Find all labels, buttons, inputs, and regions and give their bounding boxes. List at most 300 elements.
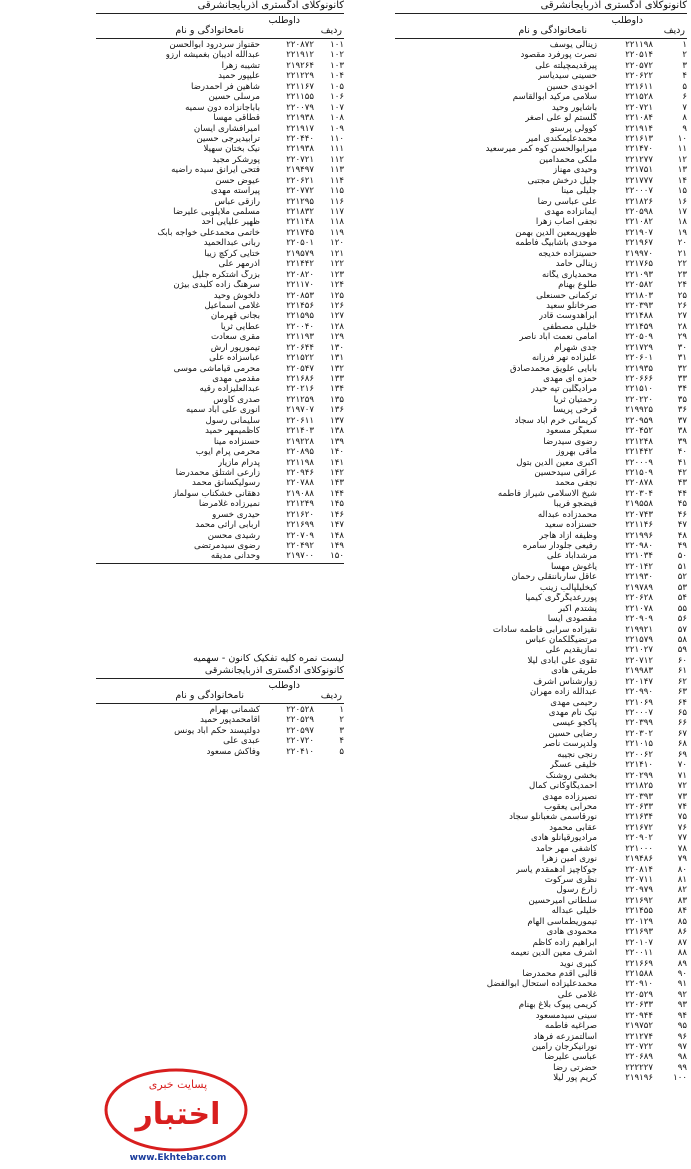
candidate-code: ۲۲۱۴۸۸ — [625, 311, 653, 322]
candidate-name: خلیقی عسگر — [549, 760, 597, 771]
col-radif: ردیف — [320, 690, 342, 701]
table-row — [96, 405, 344, 415]
table-row — [96, 531, 344, 541]
row-number: ۵۹ — [677, 645, 687, 656]
table-row — [395, 478, 687, 488]
org-header: کانونوکلای ادگستری اذربایجانشرقی — [197, 0, 344, 11]
candidate-name: بجانی قهرمان — [210, 311, 260, 322]
candidate-code: ۲۲۱۷۷۷ — [625, 175, 653, 186]
candidate-name: ربانی عبدالحمید — [203, 238, 260, 249]
table-row — [395, 155, 687, 165]
table-row — [395, 144, 687, 154]
candidate-name: محرمی قیاماشی موسی — [173, 363, 260, 374]
candidate-name: پشتدم اکبر — [557, 603, 597, 614]
candidate-code: ۲۲۱۴۰۳ — [286, 426, 314, 437]
candidate-name: رضایی حسین — [548, 728, 597, 739]
table-row — [96, 395, 344, 405]
candidate-name: رنجی نجیبه — [557, 749, 597, 760]
col-radif: ردیف — [663, 25, 685, 36]
table-row — [395, 833, 687, 843]
candidate-code: ۲۲۱۵۱۰ — [625, 384, 653, 395]
table-row — [395, 583, 687, 593]
table-row — [395, 207, 687, 217]
candidate-name: حسینزاده خدیجه — [538, 248, 597, 259]
row-number: ۶۳ — [677, 687, 687, 698]
row-number: ۱۳ — [677, 165, 687, 176]
candidate-name: تیمورپور ارش — [210, 342, 260, 353]
row-number: ۴۰ — [677, 447, 687, 458]
candidate-code: ۲۲۰۴۱۰ — [286, 746, 314, 757]
candidate-code: ۲۲۱۱۴۸ — [286, 217, 314, 228]
row-number: ۱۳۸ — [330, 426, 344, 437]
candidate-code: ۲۲۰۳۰۲ — [625, 728, 653, 739]
table-row — [395, 1021, 687, 1031]
row-number: ۴۸ — [677, 530, 687, 541]
table-row — [96, 322, 344, 332]
row-number: ۱۵ — [677, 186, 687, 197]
candidate-code: ۲۲۱۶۳۴ — [625, 812, 653, 823]
row-number: ۵۴ — [677, 593, 687, 604]
candidate-code: ۲۲۰۵۷۲ — [625, 60, 653, 71]
candidate-name: ماقی بهروز — [556, 447, 597, 458]
candidate-code: ۲۲۱۱۷۰ — [286, 280, 314, 291]
table-body — [96, 705, 344, 757]
table-row — [96, 228, 344, 238]
row-number: ۷۱ — [677, 770, 687, 781]
candidate-code: ۲۲۱۲۹۵ — [286, 196, 314, 207]
table-row — [96, 207, 344, 217]
candidate-code: ۲۱۹۲۲۸ — [286, 436, 314, 447]
candidate-name: سینی سیدمسعود — [535, 1010, 597, 1021]
row-number: ۴۳ — [677, 478, 687, 489]
row-number: ۳۴ — [677, 384, 687, 395]
candidate-code: ۲۲۱۱۹۸ — [286, 457, 314, 468]
candidate-code: ۲۱۹۷۰۷ — [286, 405, 314, 416]
candidate-code: ۲۲۱۹۳۸ — [286, 144, 314, 155]
table-row — [96, 715, 344, 725]
candidate-name: کریمانی خرم اباد سجاد — [514, 415, 597, 426]
row-number: ۱۲۶ — [330, 300, 344, 311]
candidate-code: ۲۲۱۶۹۳ — [625, 927, 653, 938]
candidate-code: ۲۱۹۹۸۳ — [625, 666, 653, 677]
candidate-code: ۲۲۰۵۲۹ — [625, 989, 653, 1000]
candidate-name: نصیرزاده مهدی — [542, 791, 597, 802]
candidate-code: ۲۲۱۷۶۵ — [625, 259, 653, 270]
row-number: ۹۱ — [677, 979, 687, 990]
candidate-code: ۲۲۱۸۲۶ — [625, 196, 653, 207]
row-number: ۱۱۴ — [330, 175, 344, 186]
candidate-code: ۲۲۰۴۹۲ — [286, 541, 314, 551]
row-number: ۱۳۵ — [330, 394, 344, 405]
candidate-name: تقوی علی ابادی لیلا — [527, 655, 597, 666]
row-number: ۱۳۱ — [330, 353, 344, 364]
row-number: ۱۲۸ — [330, 321, 344, 332]
row-number: ۱۲ — [677, 154, 687, 165]
candidate-code: ۲۲۱۴۵۶ — [286, 300, 314, 311]
row-number: ۸۸ — [677, 948, 687, 959]
candidate-name: طلوع بهنام — [558, 280, 597, 291]
table-row — [96, 374, 344, 384]
candidate-code: ۲۲۰۰۰۷ — [625, 708, 653, 718]
candidate-name: نظری سرکوت — [544, 875, 597, 885]
candidate-name: رضوی سیدمرتضی — [193, 541, 260, 551]
candidate-name: غلامی علی — [557, 989, 597, 1000]
candidate-code: ۲۲۱۵۲۸ — [625, 92, 653, 103]
candidate-name: رازقی عباس — [214, 196, 260, 207]
candidate-code: ۲۲۱۸۳۲ — [286, 207, 314, 217]
row-number: ۵۲ — [677, 572, 687, 583]
table-row — [96, 541, 344, 551]
row-number: ۶۵ — [677, 708, 687, 718]
row-number: ۸۲ — [677, 885, 687, 896]
candidate-code: ۲۲۱۹۱۴ — [625, 123, 653, 134]
candidate-name: ختایی کرکچ زیبا — [204, 248, 260, 259]
row-number: ۱۱۳ — [330, 165, 344, 176]
candidate-code: ۲۲۰۱۴۷ — [625, 676, 653, 687]
table-row — [395, 948, 687, 958]
table-row — [395, 614, 687, 624]
table-row — [96, 134, 344, 144]
row-number: ۱۴۱ — [330, 457, 344, 468]
candidate-name: کاظمیمهر حمید — [205, 426, 260, 437]
table-row — [395, 541, 687, 551]
table-row — [395, 113, 687, 123]
candidate-code: ۲۲۰۹۱۰ — [625, 979, 653, 990]
table-body — [96, 40, 344, 562]
candidate-code: ۲۲۱۹۳۵ — [625, 363, 653, 374]
candidate-code: ۲۲۱۶۱۳ — [625, 133, 653, 144]
candidate-name: مرشداباد علی — [546, 551, 597, 562]
candidate-code: ۲۲۱۰۹۳ — [625, 269, 653, 280]
table-row — [96, 144, 344, 154]
candidate-name: بخشی روشنک — [545, 770, 597, 781]
candidate-name: نوری امین زهرا — [541, 854, 597, 865]
row-number: ۱۴۲ — [330, 467, 344, 478]
table-row — [96, 291, 344, 301]
row-number: ۱۲۴ — [330, 280, 344, 291]
table-row — [395, 698, 687, 708]
candidate-name: پورشکر مجید — [212, 154, 260, 165]
candidate-name: نیک بختان سهیلا — [203, 144, 260, 155]
table-row — [96, 71, 344, 81]
candidate-code: ۲۲۱۵۷۹ — [625, 634, 653, 645]
row-number: ۱۴۸ — [330, 530, 344, 541]
candidate-code: ۲۲۱۲۵۹ — [286, 394, 314, 405]
table-row — [395, 134, 687, 144]
candidate-name: حسنزاده سعید — [544, 520, 597, 531]
candidate-name: کوولی پرستو — [550, 123, 597, 134]
candidate-code: ۲۲۱۸۲۵ — [625, 781, 653, 792]
table-row — [96, 736, 344, 746]
candidate-code: ۲۲۰۶۳۳ — [625, 801, 653, 812]
candidate-code: ۲۱۹۱۹۶ — [625, 1073, 653, 1084]
table-row — [96, 747, 344, 757]
candidate-code: ۲۲۰۵۲۹ — [286, 715, 314, 726]
candidate-name: شیخ الاسلامی شیراز فاطمه — [497, 488, 597, 499]
row-number: ۹۳ — [677, 1000, 687, 1011]
candidate-name: کبیری نوید — [559, 958, 597, 969]
candidate-code: ۲۲۰۹۵۹ — [625, 415, 653, 426]
candidate-code: ۲۲۰۹۴۶ — [286, 467, 314, 478]
row-number: ۱ — [682, 40, 687, 50]
candidate-code: ۲۲۰۶۲۸ — [625, 593, 653, 604]
candidate-name: حقنواز سردرود ابوالحسن — [169, 40, 260, 50]
table-row — [395, 384, 687, 394]
row-number: ۱۲۳ — [330, 269, 344, 280]
candidate-code: ۲۲۰۷۱۱ — [625, 875, 653, 885]
candidate-name: سعیگر مسعود — [546, 426, 597, 437]
candidate-name: تشیبه زهرا — [221, 60, 260, 71]
candidate-code: ۲۲۱۰۳۴ — [625, 551, 653, 562]
row-number: ۲۴ — [677, 280, 687, 291]
row-number: ۲۲ — [677, 259, 687, 270]
candidate-name: محرابی یعقوب — [544, 801, 597, 812]
candidate-code: ۲۲۱۸۰۳ — [625, 290, 653, 301]
candidate-code: ۲۲۱۰۲۷ — [625, 645, 653, 656]
row-number: ۱۱۲ — [330, 154, 344, 165]
candidate-code: ۲۱۹۵۷۹ — [286, 248, 314, 259]
row-number: ۱۲۹ — [330, 332, 344, 343]
candidate-code: ۲۲۰۰۰۹ — [625, 457, 653, 468]
row-number: ۱۳۳ — [330, 374, 344, 384]
candidate-code: ۲۲۰۹۸۰ — [625, 541, 653, 551]
row-number: ۱۳۲ — [330, 363, 344, 374]
row-number: ۱۲۰ — [330, 238, 344, 249]
table-row — [96, 50, 344, 60]
candidate-name: اشرف معین الدین نعیمه — [510, 948, 597, 959]
candidate-name: زوارشناس اشرف — [533, 676, 597, 687]
candidate-code: ۲۲۰۳۰۴ — [625, 488, 653, 499]
row-number: ۷۵ — [677, 812, 687, 823]
candidate-name: باشایور وحید — [551, 102, 597, 113]
candidate-name: علیپور حمید — [218, 71, 260, 82]
row-number: ۵۷ — [677, 624, 687, 635]
candidate-name: محمدیاری یگانه — [541, 269, 597, 280]
row-number: ۶ — [682, 92, 687, 103]
row-number: ۴۲ — [677, 467, 687, 478]
candidate-name: زینالی حامد — [555, 259, 597, 270]
row-number: ۷۷ — [677, 833, 687, 844]
candidate-name: ایمانزاده مهدی — [544, 207, 597, 217]
candidate-name: علیزاده نهر فرزانه — [532, 353, 597, 364]
candidate-name: جلیلی مینا — [561, 186, 597, 197]
candidate-name: رحیمی مهدی — [550, 697, 597, 708]
candidate-name: نمازیقدیم علی — [545, 645, 597, 656]
col-name: نامخانوادگی و نام — [518, 25, 587, 36]
candidate-code: ۲۲۱۲۷۷ — [625, 154, 653, 165]
table-row — [395, 990, 687, 1000]
candidate-code: ۲۲۰۵۹۸ — [625, 207, 653, 217]
row-number: ۱۰۰ — [673, 1073, 687, 1084]
table-row — [96, 447, 344, 457]
candidate-code: ۲۱۹۷۸۹ — [625, 582, 653, 593]
table-row — [395, 625, 687, 635]
row-number: ۱۰۶ — [330, 92, 344, 103]
candidate-name: محمدعلیزاده استحال ابوالفضل — [486, 979, 597, 990]
table-row — [395, 1011, 687, 1021]
candidate-name: حسنزاده مینا — [213, 436, 260, 447]
row-number: ۱۱۰ — [330, 133, 344, 144]
row-number: ۲۰ — [677, 238, 687, 249]
candidate-code: ۲۲۱۶۲۰ — [286, 509, 314, 520]
table-row — [395, 520, 687, 530]
table-row — [96, 726, 344, 736]
candidate-name: بزرگ اشتکره جلیل — [192, 269, 260, 280]
candidate-name: غلامی اسماعیل — [204, 300, 260, 311]
candidate-name: کاشفی مهر حامد — [535, 843, 597, 854]
table-row — [395, 666, 687, 676]
candidate-name: جوکاچیز ادهمقدم یاسر — [515, 864, 597, 875]
table-row — [395, 823, 687, 833]
candidate-name: عبدالله زاده مهران — [529, 687, 597, 698]
candidate-code: ۲۲۱۲۴۹ — [286, 499, 314, 510]
table-row — [395, 1052, 687, 1062]
candidate-code: ۲۲۱۶۸۶ — [286, 374, 314, 384]
row-number: ۷۴ — [677, 801, 687, 812]
table-row — [395, 311, 687, 321]
row-number: ۱۴۶ — [330, 509, 344, 520]
candidate-code: ۲۲۰۹۰۹ — [625, 614, 653, 625]
candidate-code: ۲۲۱۱۵۵ — [286, 92, 314, 103]
row-number: ۷۶ — [677, 822, 687, 833]
row-number: ۸۵ — [677, 916, 687, 927]
candidate-name: عیوض حسن — [215, 175, 260, 186]
row-number: ۴۶ — [677, 509, 687, 520]
candidate-name: محمدعلیمکندی امیر — [526, 133, 597, 144]
candidate-code: ۲۲۱۷۴۵ — [286, 227, 314, 238]
table-row — [395, 645, 687, 655]
candidate-name: محمدزاده عبداله — [537, 509, 597, 520]
candidate-code: ۲۲۱۶۷۲ — [625, 822, 653, 833]
divider — [96, 38, 344, 39]
row-number: ۱۵۰ — [330, 551, 344, 562]
table-row — [395, 854, 687, 864]
row-number: ۸۹ — [677, 958, 687, 969]
candidate-name: فتحی ایرانق سیده راضیه — [171, 165, 260, 176]
table-row — [395, 332, 687, 342]
candidate-name: کریم پور لیلا — [553, 1073, 597, 1084]
row-number: ۳۸ — [677, 426, 687, 437]
candidate-code: ۲۲۱۹۹۶ — [625, 530, 653, 541]
candidate-code: ۲۲۱۷۲۹ — [625, 342, 653, 353]
row-number: ۱۰۵ — [330, 81, 344, 92]
table-row — [395, 103, 687, 113]
candidate-code: ۲۲۱۰۸۲ — [625, 217, 653, 228]
row-number: ۸۰ — [677, 864, 687, 875]
table-row — [395, 374, 687, 384]
row-number: ۶۶ — [677, 718, 687, 729]
candidate-code: ۲۲۱۹۱۷ — [286, 123, 314, 134]
row-number: ۵۳ — [677, 582, 687, 593]
table-row — [395, 1073, 687, 1083]
candidate-name: جلیل درخش مجتبی — [527, 175, 597, 186]
table-row — [96, 217, 344, 227]
row-number: ۲۵ — [677, 290, 687, 301]
table-row — [395, 124, 687, 134]
row-number: ۱۴۳ — [330, 478, 344, 489]
row-number: ۱۹ — [677, 227, 687, 238]
divider — [96, 678, 344, 679]
candidate-name: نقیزاده سرابی فاطمه سادات — [492, 624, 597, 635]
row-number: ۱۷ — [677, 207, 687, 217]
table-row — [96, 520, 344, 530]
candidate-name: صراغیه فاطمه — [545, 1021, 597, 1032]
col-davtalab: داوطلب — [268, 15, 300, 26]
candidate-name: پاکجو عیسی — [552, 718, 597, 729]
row-number: ۷۳ — [677, 791, 687, 802]
table-row — [395, 938, 687, 948]
table-row — [395, 1063, 687, 1073]
table-row — [395, 186, 687, 196]
candidate-name: اذرمهر علی — [218, 259, 260, 270]
table-row — [395, 771, 687, 781]
site-logo-stamp — [102, 1064, 254, 1164]
row-number: ۲۳ — [677, 269, 687, 280]
candidate-name: کیخلیلپالب زینب — [539, 582, 597, 593]
candidate-name: رحمتیان ثریا — [553, 394, 597, 405]
row-number: ۹۷ — [677, 1042, 687, 1052]
row-number: ۶۲ — [677, 676, 687, 687]
candidate-name: کریمی پیوک بلاغ بهنام — [518, 1000, 597, 1011]
table-row — [96, 311, 344, 321]
candidate-code: ۲۲۱۵۹۵ — [286, 311, 314, 322]
row-number: ۱۱۵ — [330, 186, 344, 197]
candidate-code: ۲۲۱۶۹۹ — [286, 520, 314, 531]
table-row — [96, 186, 344, 196]
row-number: ۱۰۲ — [330, 50, 344, 61]
candidate-code: ۲۱۹۹۲۵ — [625, 405, 653, 416]
candidate-code: ۲۲۰۷۸۸ — [286, 478, 314, 489]
candidate-code: ۲۲۰۷۲۰ — [286, 736, 314, 747]
row-number: ۱۴ — [677, 175, 687, 186]
row-number: ۱۲۵ — [330, 290, 344, 301]
row-number: ۳۵ — [677, 394, 687, 405]
row-number: ۶۹ — [677, 749, 687, 760]
candidate-name: عطایی ثریا — [220, 321, 260, 332]
table-row — [395, 71, 687, 81]
candidate-name: نیک نام مهدی — [548, 708, 597, 718]
col-davtalab: داوطلب — [611, 15, 643, 26]
candidate-name: مقصودی ایسا — [547, 614, 597, 625]
table-row — [96, 301, 344, 311]
candidate-code: ۲۲۱۰۸۴ — [625, 113, 653, 124]
table-row — [96, 270, 344, 280]
row-number: ۲۹ — [677, 332, 687, 343]
table-row — [96, 510, 344, 520]
table-row — [395, 510, 687, 520]
candidate-code: ۲۲۱۱۹۳ — [286, 332, 314, 343]
candidate-name: مرادیورقیانلو هادی — [531, 833, 597, 844]
candidate-name: اخوندی حسین — [546, 81, 597, 92]
row-number: ۱۴۴ — [330, 488, 344, 499]
candidate-code: ۲۲۱۹۳۸ — [286, 113, 314, 124]
table-row — [395, 437, 687, 447]
table-row — [395, 1000, 687, 1010]
row-number: ۸۱ — [677, 875, 687, 885]
row-number: ۱۴۰ — [330, 447, 344, 458]
row-number: ۷۸ — [677, 843, 687, 854]
row-number: ۹۰ — [677, 968, 687, 979]
candidate-name: رضوی سیدرضا — [543, 436, 597, 447]
table-row — [395, 896, 687, 906]
candidate-code: ۲۲۱۴۱۰ — [625, 760, 653, 771]
table-row — [96, 124, 344, 134]
candidate-code: ۲۱۹۴۸۶ — [625, 854, 653, 865]
candidate-list-right — [395, 0, 687, 1084]
row-number: ۵ — [339, 746, 344, 757]
table-row — [395, 687, 687, 697]
table-row — [96, 249, 344, 259]
